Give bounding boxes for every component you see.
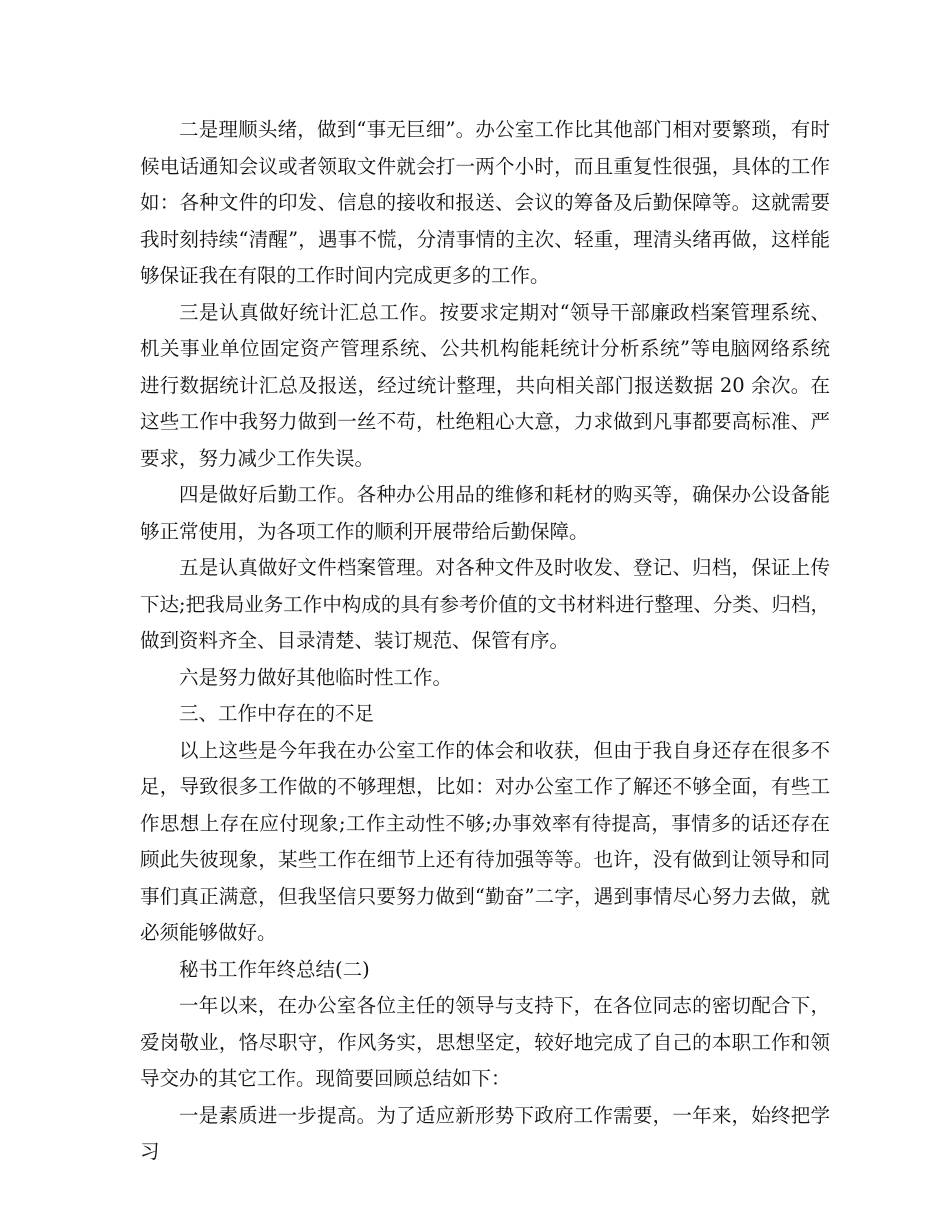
paragraph-quality-improvement: 一是素质进一步提高。为了适应新形势下政府工作需要，一年来，始终把学习 bbox=[140, 1103, 830, 1163]
paragraph-year-overview: 一年以来，在办公室各位主任的领导与支持下，在各位同志的密切配合下，爱岗敬业，恪尽职守，作风务实，思想坚定，较好地完成了自己的本职工作和领导交办的其它工作。现简要回顾总结如下： bbox=[140, 994, 830, 1090]
document-title-part-two: 秘书工作年终总结(二) bbox=[179, 957, 370, 981]
paragraph-archive-management: 五是认真做好文件档案管理。对各种文件及时收发、登记、归档，保证上传下达;把我局业务工作中构成的具有参考价值的文书材料进行整理、分类、归档，做到资料齐全、目录清楚、装订规范、保管有序。 bbox=[140, 556, 830, 652]
paragraph-streamline-work: 二是理顺头绪，做到“事无巨细”。办公室工作比其他部门相对要繁琐，有时候电话通知会议或者领取文件就会打一两个小时，而且重复性很强，具体的工作如：各种文件的印发、信息的接收和报送、会议的筹备及后勤保障等。这就需要我时刻持续“清醒”，遇事不慌，分清事情的主次、轻重，理清头绪再做，这样能够保证我在有限的工作时间内完成更多的工作。 bbox=[140, 118, 830, 287]
paragraph-logistics-work: 四是做好后勤工作。各种办公用品的维修和耗材的购买等，确保办公设备能够正常使用，为各项工作的顺利开展带给后勤保障。 bbox=[140, 483, 830, 543]
paragraph-statistics-work: 三是认真做好统计汇总工作。按要求定期对“领导干部廉政档案管理系统、机关事业单位固定资产管理系统、公共机构能耗统计分析系统”等电脑网络系统进行数据统计汇总及报送，经过统计整理，共向相关部门报送数据 20 余次。在这些工作中我努力做到一丝不苟，杜绝粗心大意，力求做到凡事都要高标准、严要求，努力减少工作失误。 bbox=[140, 300, 830, 470]
document-body bbox=[140, 112, 830, 1171]
paragraph-shortcomings: 以上这些是今年我在办公室工作的体会和收获，但由于我自身还存在很多不足，导致很多工作做的不够理想，比如：对办公室工作了解还不够全面，有些工作思想上存在应付现象;工作主动性不够;办事效率有待提高，事情多的话还存在顾此失彼现象，某些工作在细节上还有待加强等等。也许，没有做到让领导和同事们真正满意，但我坚信只要努力做到“勤奋”二字，遇到事情尽心努力去做，就必须能够做好。 bbox=[140, 738, 830, 944]
paragraph-temporary-work: 六是努力做好其他临时性工作。 bbox=[179, 665, 453, 689]
section-heading-shortcomings: 三、工作中存在的不足 bbox=[179, 702, 375, 725]
